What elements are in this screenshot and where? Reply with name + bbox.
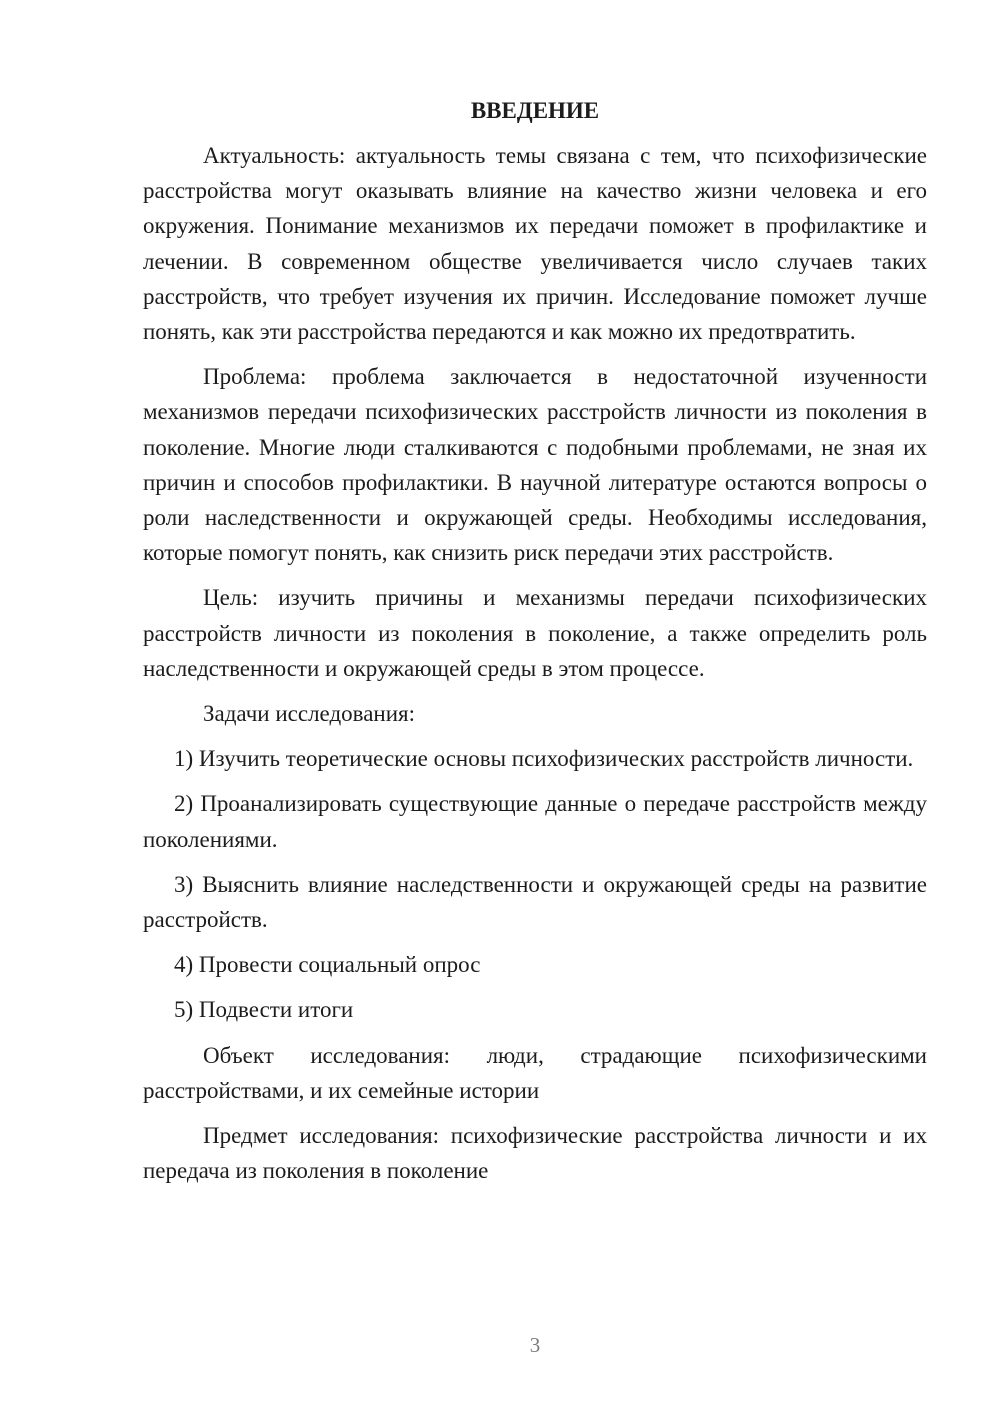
task-item-5: 5) Подвести итоги (174, 997, 354, 1023)
relevance-paragraph: Актуальность: актуальность темы связана с тем, что психофизические расстройства могут оказывать влияние на качество жизни человека и его окружения. Понимание механизмов их передачи поможет в профилактике и лечении. В современном обществе увеличивается число случаев таких расстройств, что требует изучения их причин. Исследование поможет лучше понять, как эти расстройства передаются и как можно их предотвратить. (143, 143, 927, 345)
task-item-4: 4) Провести социальный опрос (174, 952, 481, 978)
task-item-1: 1) Изучить теоретические основы психофизических расстройств личности. (174, 746, 914, 772)
task-item-2: 2) Проанализировать существующие данные о передаче расстройств между поколениями. (143, 791, 927, 852)
goal-paragraph: Цель: изучить причины и механизмы передачи психофизических расстройств личности из поколения в поколение, а также определить роль наследственности и окружающей среды в этом процессе. (143, 585, 927, 681)
research-object-paragraph: Объект исследования: люди, страдающие психофизическими расстройствами, и их семейные истории (143, 1042, 927, 1103)
research-subject-paragraph: Предмет исследования: психофизические расстройства личности и их передача из поколения в поколение (143, 1123, 927, 1184)
task-item-3: 3) Выяснить влияние наследственности и окружающей среды на развитие расстройств. (143, 871, 927, 933)
section-title: ВВЕДЕНИЕ (470, 98, 600, 123)
tasks-heading: Задачи исследования: (203, 701, 416, 727)
document-body (143, 93, 927, 1198)
page-number: 3 (529, 1333, 541, 1357)
problem-paragraph: Проблема: проблема заключается в недостаточной изученности механизмов передачи психофизических расстройств личности из поколения в поколение. Многие люди сталкиваются с подобными проблемами, не зная их причин и способов профилактики. В научной литературе остаются вопросы о роли наследственности и окружающей среды. Необходимы исследования, которые помогут понять, как снизить риск передачи этих расстройств. (143, 364, 927, 566)
